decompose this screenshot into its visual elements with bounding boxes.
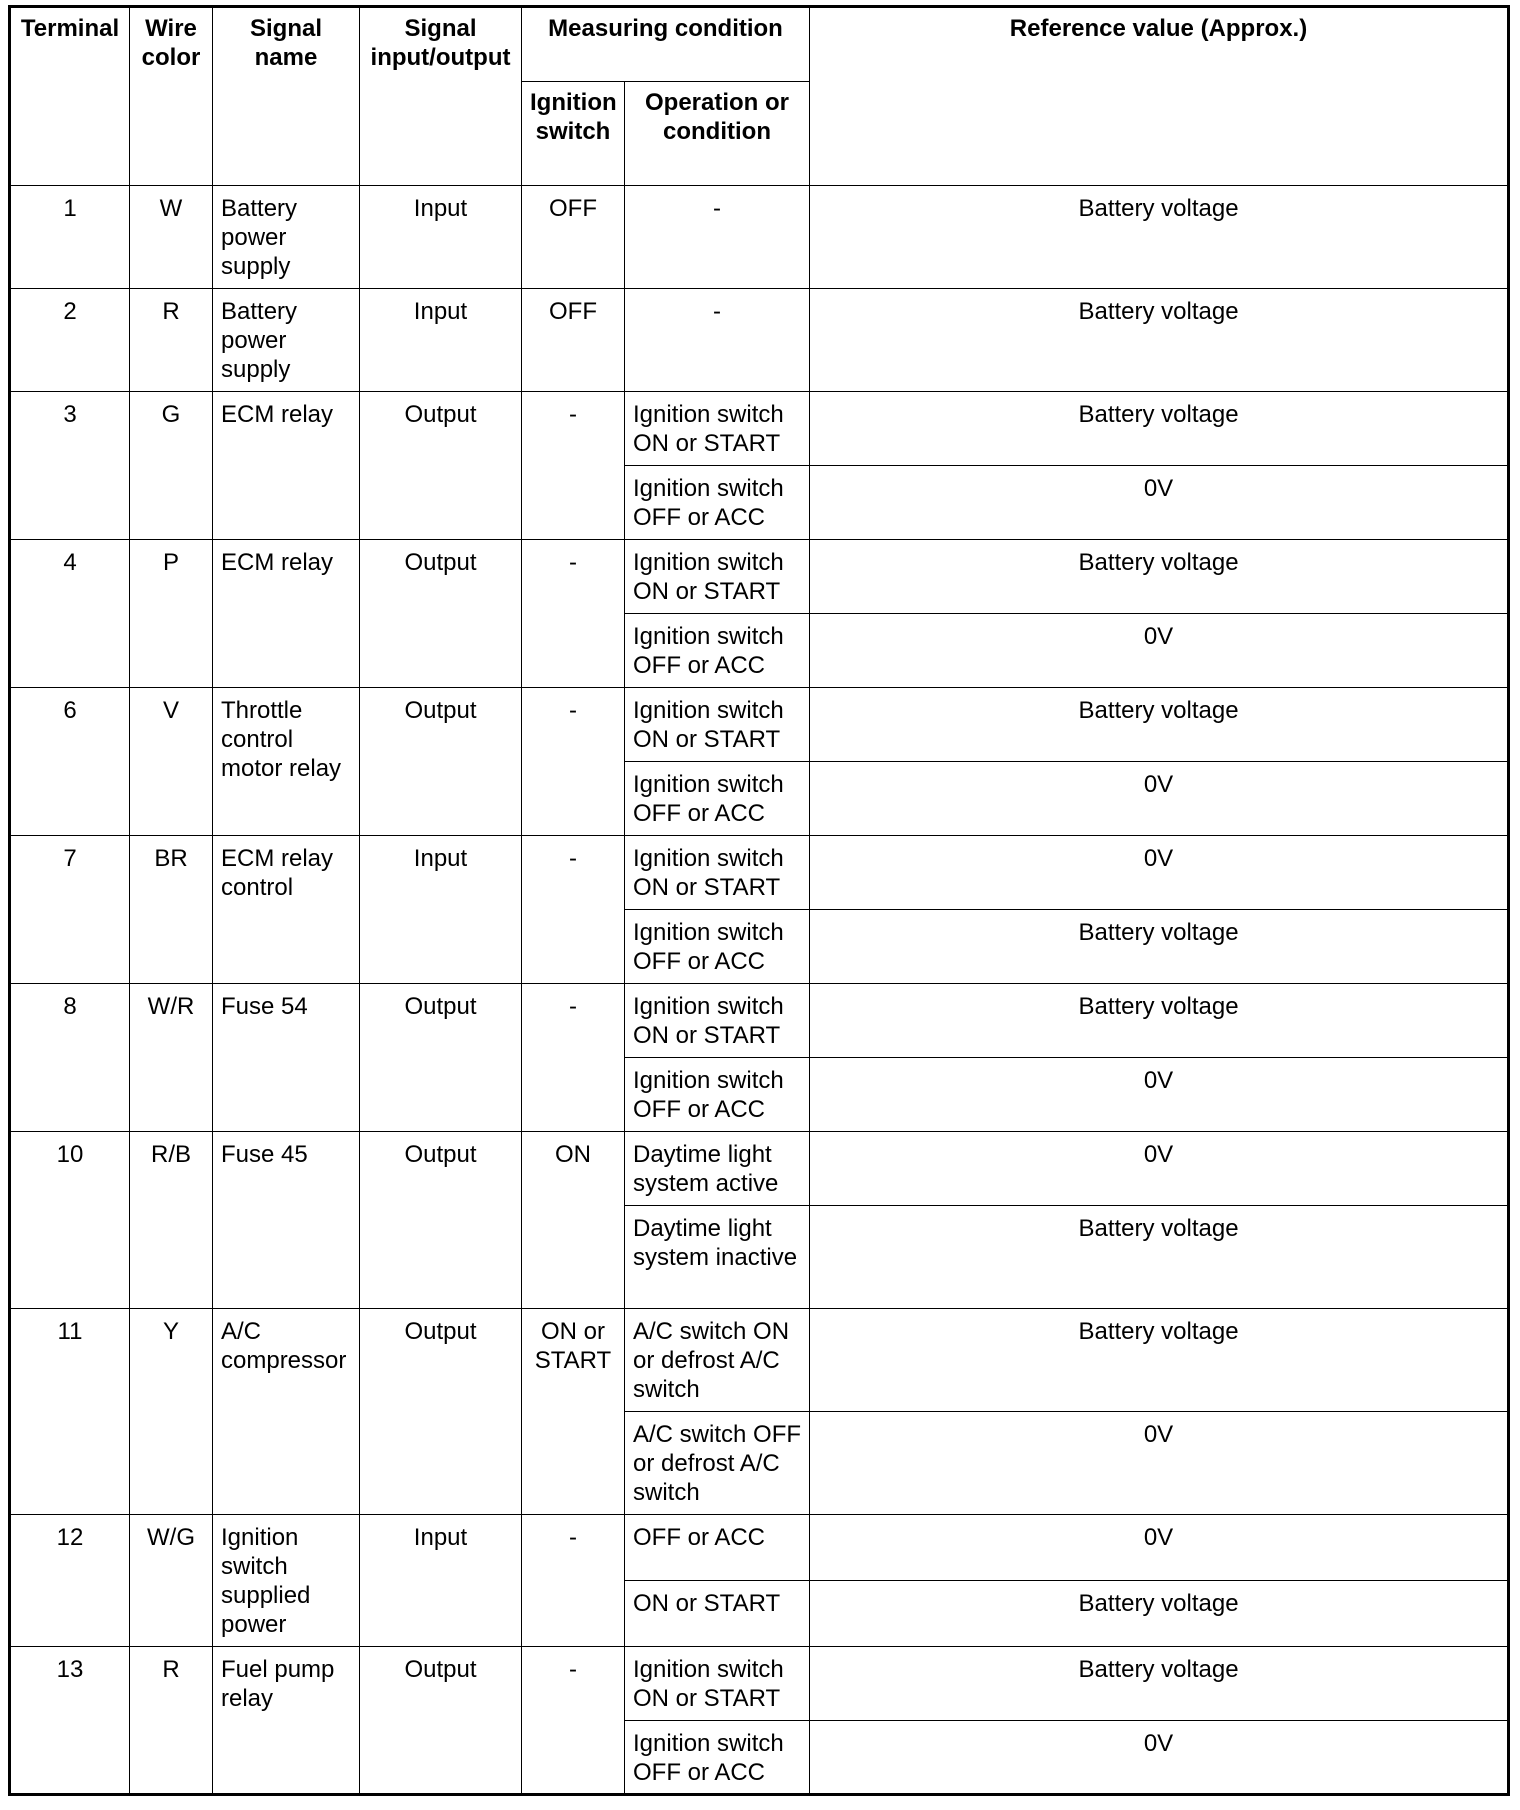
signal-io-cell: Input — [360, 186, 522, 289]
signal-io-cell: Input — [360, 1515, 522, 1647]
operation-condition-cell: Ignition switch OFF or ACC — [625, 910, 810, 984]
signal-io-cell: Output — [360, 392, 522, 540]
operation-condition-cell: - — [625, 289, 810, 392]
signal-name-cell: Fuse 45 — [213, 1132, 360, 1309]
reference-value-cell: 0V — [810, 466, 1509, 540]
reference-value-cell: Battery voltage — [810, 540, 1509, 614]
reference-value-cell: Battery voltage — [810, 1206, 1509, 1309]
operation-condition-cell: Ignition switch ON or START — [625, 836, 810, 910]
wire-color-cell: R/B — [130, 1132, 213, 1309]
reference-value-cell: 0V — [810, 762, 1509, 836]
operation-condition-cell: OFF or ACC — [625, 1515, 810, 1581]
wire-color-cell: BR — [130, 836, 213, 984]
table-row — [10, 392, 1509, 466]
operation-condition-cell: Ignition switch ON or START — [625, 1647, 810, 1721]
header-reference-value: Reference value (Approx.) — [810, 7, 1509, 186]
header-signal-io: Signal input/output — [360, 7, 522, 186]
signal-io-cell: Input — [360, 289, 522, 392]
header-terminal: Terminal — [10, 7, 130, 186]
signal-io-cell: Output — [360, 1647, 522, 1795]
reference-value-cell: Battery voltage — [810, 1581, 1509, 1647]
wire-color-cell: Y — [130, 1309, 213, 1515]
signal-name-cell: ECM relay control — [213, 836, 360, 984]
wire-color-cell: V — [130, 688, 213, 836]
wire-color-cell: R — [130, 289, 213, 392]
wire-color-cell: P — [130, 540, 213, 688]
operation-condition-cell: A/C switch OFF or defrost A/C switch — [625, 1412, 810, 1515]
signal-io-cell: Output — [360, 984, 522, 1132]
reference-value-cell: 0V — [810, 1412, 1509, 1515]
terminal-cell: 11 — [10, 1309, 130, 1515]
table-row — [10, 540, 1509, 614]
wire-color-cell: R — [130, 1647, 213, 1795]
signal-name-cell: Fuse 54 — [213, 984, 360, 1132]
reference-value-cell: Battery voltage — [810, 1647, 1509, 1721]
terminal-cell: 2 — [10, 289, 130, 392]
header-signal-name: Signal name — [213, 7, 360, 186]
operation-condition-cell: Ignition switch OFF or ACC — [625, 1721, 810, 1795]
signal-name-cell: ECM relay — [213, 392, 360, 540]
operation-condition-cell: Ignition switch ON or START — [625, 392, 810, 466]
signal-name-cell: Fuel pump relay — [213, 1647, 360, 1795]
terminal-cell: 1 — [10, 186, 130, 289]
operation-condition-cell: Ignition switch OFF or ACC — [625, 466, 810, 540]
signal-io-cell: Output — [360, 1132, 522, 1309]
operation-condition-cell: Ignition switch OFF or ACC — [625, 762, 810, 836]
operation-condition-cell: - — [625, 186, 810, 289]
signal-name-cell: ECM relay — [213, 540, 360, 688]
reference-value-cell: 0V — [810, 1515, 1509, 1581]
signal-io-cell: Input — [360, 836, 522, 984]
ignition-switch-cell: - — [522, 836, 625, 984]
reference-value-cell: Battery voltage — [810, 1309, 1509, 1412]
operation-condition-cell: Ignition switch OFF or ACC — [625, 1058, 810, 1132]
signal-name-cell: A/C compressor — [213, 1309, 360, 1515]
ignition-switch-cell: - — [522, 984, 625, 1132]
terminal-cell: 4 — [10, 540, 130, 688]
table-row — [10, 1515, 1509, 1581]
terminal-cell: 10 — [10, 1132, 130, 1309]
wire-color-cell: W — [130, 186, 213, 289]
operation-condition-cell: Ignition switch ON or START — [625, 984, 810, 1058]
ignition-switch-cell: - — [522, 688, 625, 836]
signal-name-cell: Throttle control motor relay — [213, 688, 360, 836]
operation-condition-cell: A/C switch ON or defrost A/C switch — [625, 1309, 810, 1412]
operation-condition-cell: Ignition switch ON or START — [625, 540, 810, 614]
reference-value-cell: Battery voltage — [810, 910, 1509, 984]
signal-name-cell: Battery power supply — [213, 186, 360, 289]
table-row — [10, 186, 1509, 289]
table-row — [10, 688, 1509, 762]
reference-value-cell: Battery voltage — [810, 289, 1509, 392]
reference-value-cell: 0V — [810, 1721, 1509, 1795]
reference-value-cell: Battery voltage — [810, 688, 1509, 762]
operation-condition-cell: Ignition switch OFF or ACC — [625, 614, 810, 688]
operation-condition-cell: Ignition switch ON or START — [625, 688, 810, 762]
header-wire-color: Wire color — [130, 7, 213, 186]
signal-io-cell: Output — [360, 1309, 522, 1515]
wire-color-cell: G — [130, 392, 213, 540]
operation-condition-cell: Daytime light system active — [625, 1132, 810, 1206]
ignition-switch-cell: ON — [522, 1132, 625, 1309]
table-row — [10, 1132, 1509, 1206]
reference-value-cell: Battery voltage — [810, 186, 1509, 289]
reference-value-cell: 0V — [810, 614, 1509, 688]
reference-value-cell: Battery voltage — [810, 392, 1509, 466]
terminal-cell: 12 — [10, 1515, 130, 1647]
reference-value-cell: 0V — [810, 1132, 1509, 1206]
table-row — [10, 1647, 1509, 1721]
terminal-cell: 7 — [10, 836, 130, 984]
ignition-switch-cell: OFF — [522, 289, 625, 392]
signal-io-cell: Output — [360, 540, 522, 688]
operation-condition-cell: ON or START — [625, 1581, 810, 1647]
operation-condition-cell: Daytime light system inactive — [625, 1206, 810, 1309]
ignition-switch-cell: - — [522, 392, 625, 540]
ignition-switch-cell: - — [522, 1515, 625, 1647]
signal-name-cell: Battery power supply — [213, 289, 360, 392]
signal-name-cell: Ignition switch supplied power — [213, 1515, 360, 1647]
terminal-cell: 3 — [10, 392, 130, 540]
terminal-cell: 13 — [10, 1647, 130, 1795]
table-body — [10, 186, 1509, 1795]
table-row — [10, 1309, 1509, 1412]
header-measuring-condition: Measuring condition — [522, 7, 810, 82]
wire-color-cell: W/R — [130, 984, 213, 1132]
ignition-switch-cell: OFF — [522, 186, 625, 289]
table-header — [10, 7, 1509, 186]
table-row — [10, 289, 1509, 392]
table-row — [10, 836, 1509, 910]
terminal-reference-table — [8, 5, 1510, 1796]
wire-color-cell: W/G — [130, 1515, 213, 1647]
reference-value-cell: 0V — [810, 1058, 1509, 1132]
ignition-switch-cell: - — [522, 540, 625, 688]
reference-value-cell: Battery voltage — [810, 984, 1509, 1058]
signal-io-cell: Output — [360, 688, 522, 836]
header-ignition-switch: Ignition switch — [522, 82, 625, 186]
table-row — [10, 984, 1509, 1058]
ignition-switch-cell: - — [522, 1647, 625, 1795]
ignition-switch-cell: ON or START — [522, 1309, 625, 1515]
header-operation-condition: Operation or condition — [625, 82, 810, 186]
reference-value-cell: 0V — [810, 836, 1509, 910]
terminal-cell: 6 — [10, 688, 130, 836]
terminal-cell: 8 — [10, 984, 130, 1132]
